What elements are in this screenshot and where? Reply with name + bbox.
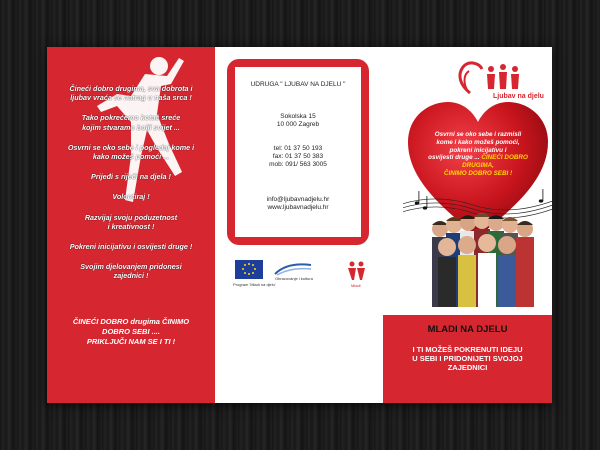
heart-line-2: kome i kako možeš pomoći, bbox=[436, 138, 520, 146]
fax: fax: 01 37 50 383 bbox=[272, 153, 324, 160]
heart-highlight-1: ČINEĆI DOBRO bbox=[481, 154, 528, 162]
eu-flag-icon bbox=[235, 260, 263, 279]
brand-logo bbox=[455, 55, 540, 110]
tel: tel: 01 37 50 193 bbox=[273, 145, 323, 152]
org-name: UDRUGA " LJUBAV NA DJELU " bbox=[250, 81, 346, 88]
band-line-2: U SEBI I PRIDONIJETI SVOJOJ bbox=[412, 354, 523, 364]
right-panel bbox=[383, 47, 552, 403]
heart-message bbox=[403, 131, 552, 178]
program-caption: Program 'Mladi na djelu' bbox=[233, 282, 276, 287]
closing-line-2: DOBRO SEBI .... bbox=[102, 327, 160, 336]
heart-line-4: osvijesti druge ... bbox=[428, 154, 480, 162]
middle-panel bbox=[215, 47, 383, 403]
slogan-3: Osvrni se oko sebe i pogledaj kome i kako možeš pomoći ... bbox=[67, 142, 195, 162]
heart-line-1: Osvrni se oko sebe i razmisli bbox=[434, 131, 522, 138]
slogan-4: Prijeđi s riječi na djela ! bbox=[91, 172, 171, 182]
band-line-1: I TI MOŽEŠ POKRENUTI IDEJU bbox=[412, 345, 523, 354]
closing-line-3: PRIKLJUČI NAM SE I TI ! bbox=[86, 337, 176, 346]
brochure bbox=[47, 47, 552, 403]
street: Sokolska 15 bbox=[280, 113, 316, 120]
web-link[interactable]: www.ljubavnadjelu.hr bbox=[267, 204, 329, 211]
closing-line-1: ČINEĆI DOBRO drugima ČINIMO bbox=[72, 317, 190, 326]
slogan-1: Čineći dobro drugima, sva dobrota i ljubav vraća se natrag u naša srca ! bbox=[69, 84, 193, 103]
band-text bbox=[383, 345, 552, 373]
training-caption: Obrazovanje i kultura bbox=[275, 276, 313, 281]
closing-slogan bbox=[47, 317, 215, 347]
contact-box bbox=[227, 59, 369, 245]
brand-name: Ljubav na djelu bbox=[493, 93, 544, 100]
group-photo bbox=[428, 197, 538, 309]
sponsor-logos bbox=[235, 260, 375, 300]
left-panel bbox=[47, 47, 215, 403]
slogan-6: Razvijaj svoju poduzetnost i kreativnost ! bbox=[84, 212, 178, 231]
slogan-8: Svojim djelovanjem pridonesi zajednici ! bbox=[80, 262, 182, 281]
heart-highlight-3: ČINIMO DOBRO SEBI ! bbox=[443, 169, 513, 177]
mladi-caption: Mladi bbox=[351, 283, 361, 288]
contact-card bbox=[235, 67, 361, 237]
band-line-3: ZAJEDNICI bbox=[447, 363, 488, 373]
band-title: MLADI NA DJELU bbox=[427, 324, 508, 335]
email-link[interactable]: info@ljubavnadjelu.hr bbox=[266, 196, 330, 203]
slogan-5: Volontiraj ! bbox=[112, 192, 150, 202]
slogan-7: Pokreni inicijativu i osvijesti druge ! bbox=[69, 242, 193, 252]
slogan-2: Tako pokrećemo kotač sreće kojim stvaramo bolji svijet ... bbox=[81, 113, 181, 132]
city: 10 000 Zagreb bbox=[276, 121, 320, 128]
mobile: mob: 091/ 563 3005 bbox=[269, 161, 327, 168]
mladi-logo-icon bbox=[345, 260, 369, 282]
left-slogans bbox=[47, 84, 215, 292]
heart-highlight-2: DRUGIMA, bbox=[462, 162, 494, 170]
heart-line-3: pokreni inicijativu i bbox=[449, 146, 507, 154]
